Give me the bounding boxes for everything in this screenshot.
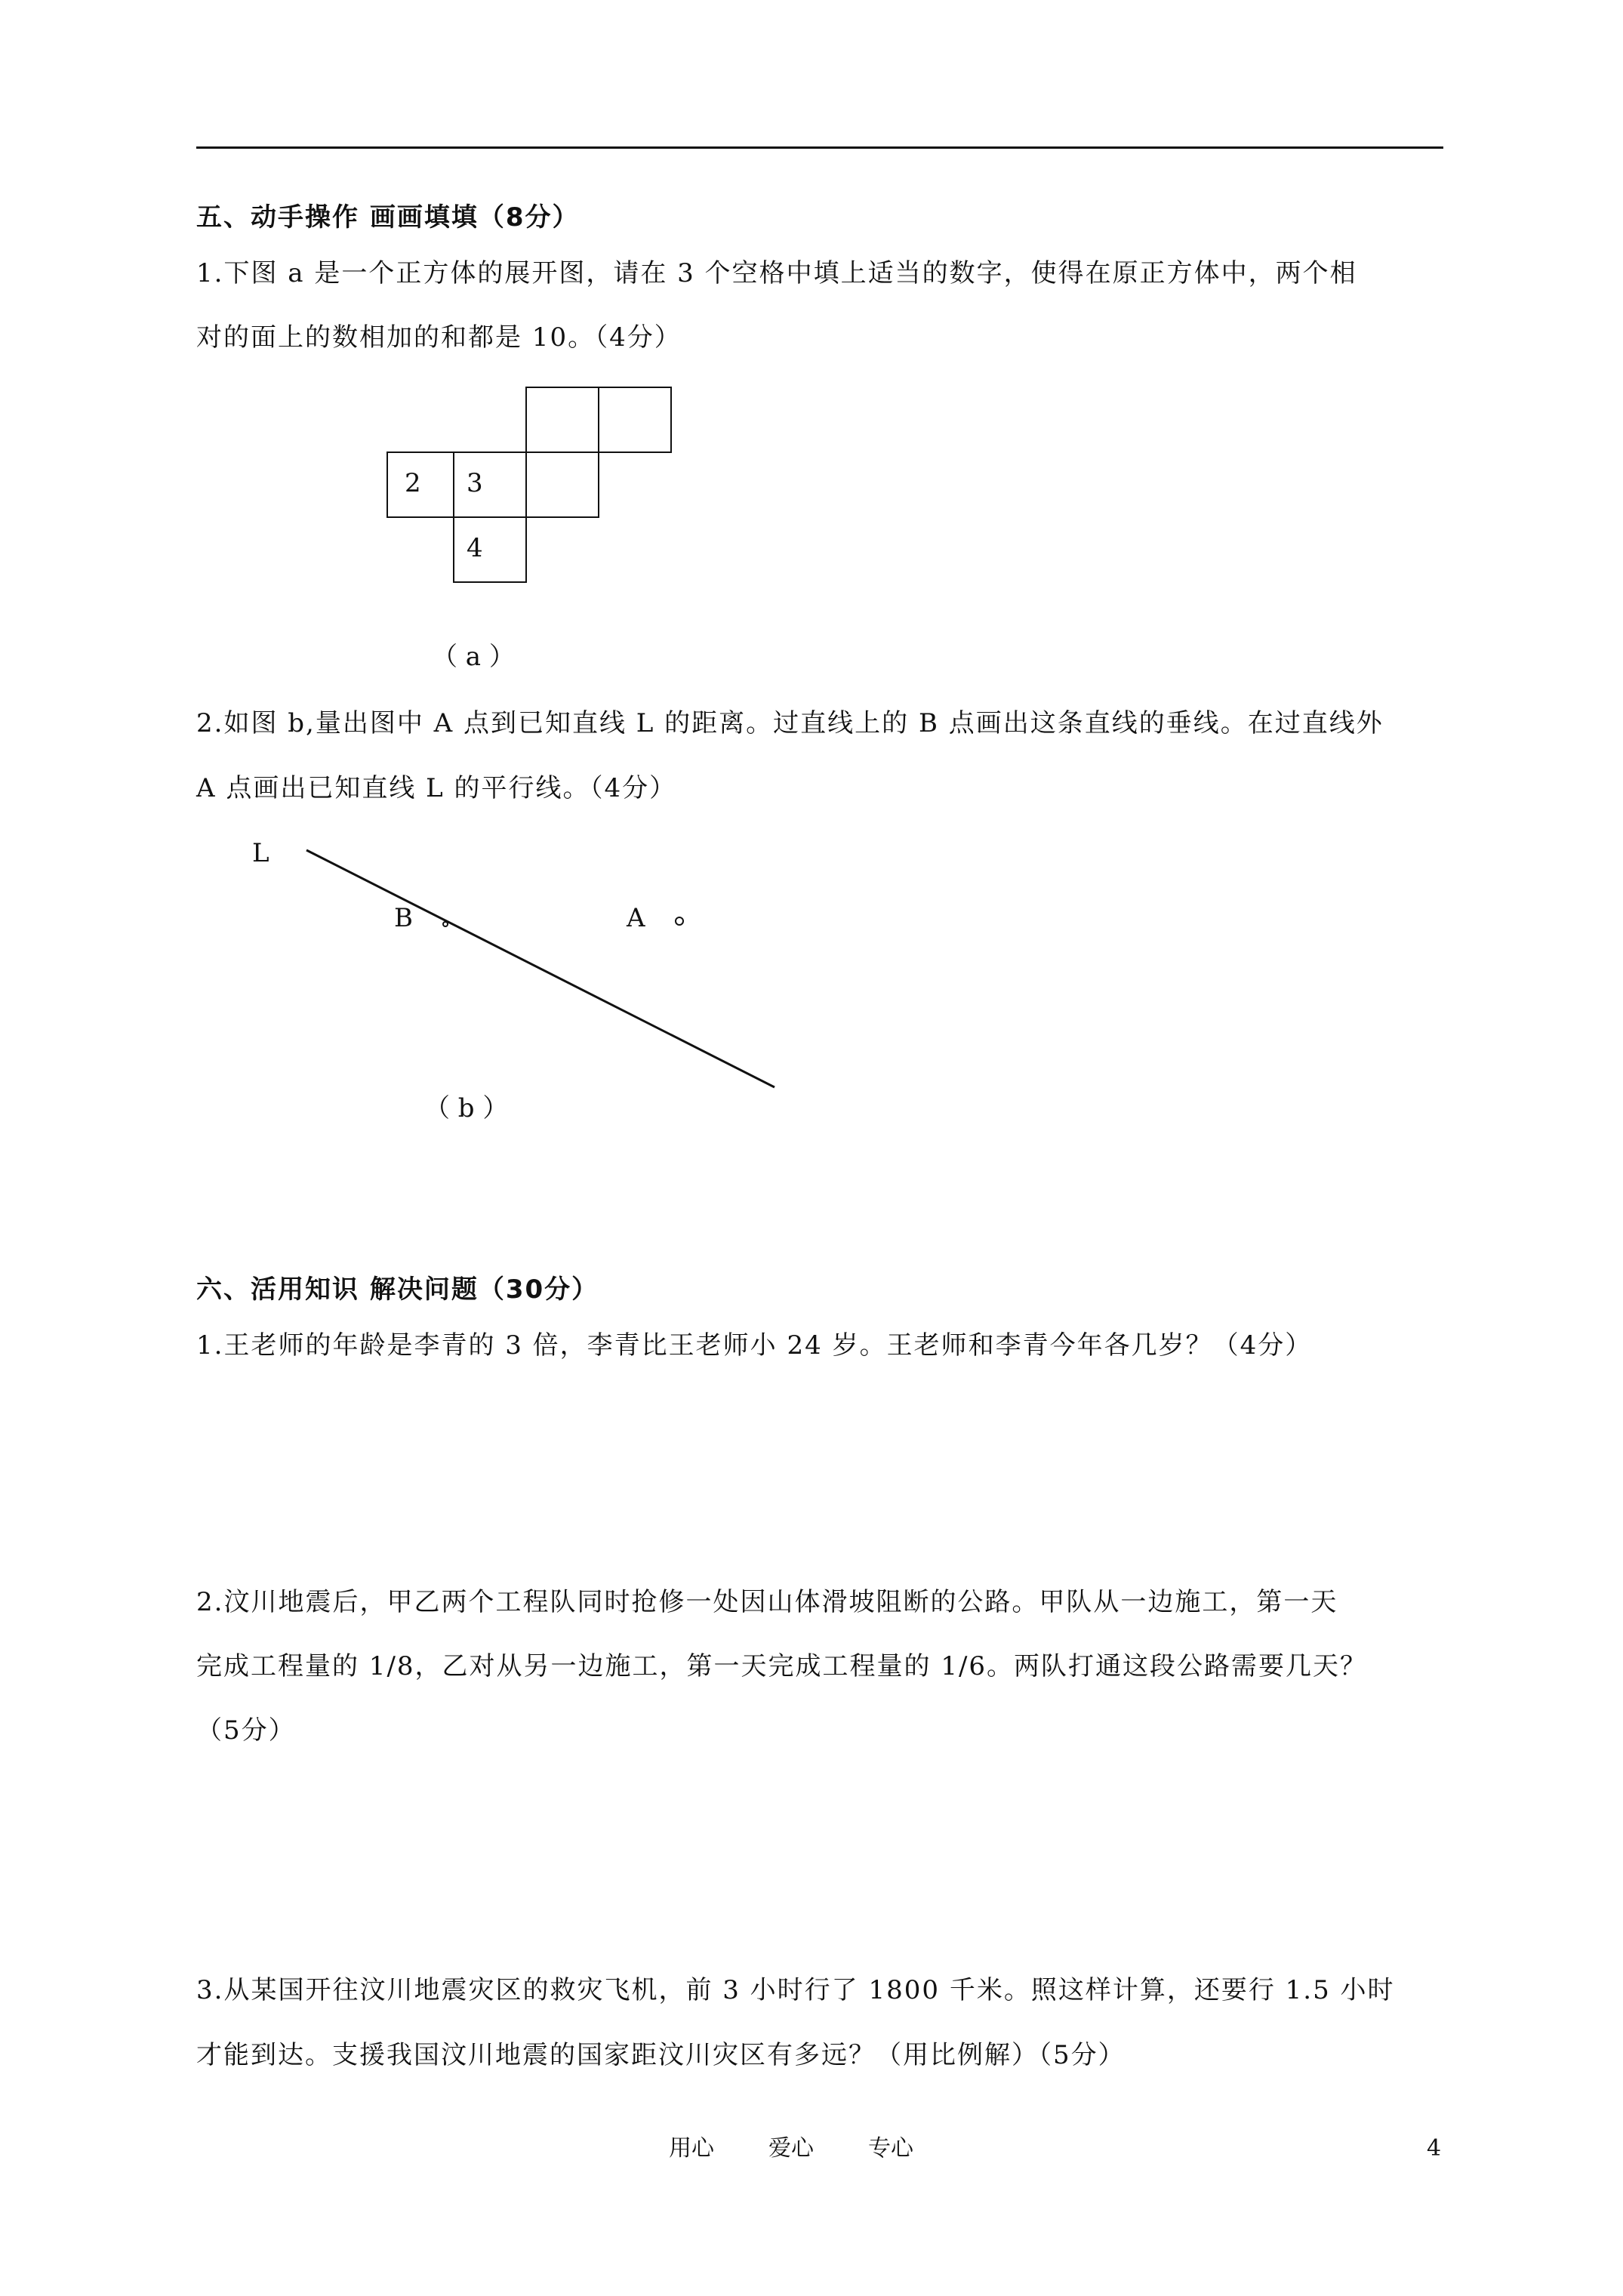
q6-3-line1: 3.从某国开往汶川地震灾区的救灾飞机，前 3 小时行了 1800 千米。照这样计算，还要行 1.5 小时 [196, 1975, 1395, 2005]
q5-2-line1: 2.如图 b,量出图中 A 点到已知直线 L 的距离。过直线上的 B 点画出这条直线的垂线。在过直线外 [196, 708, 1384, 738]
line-l-svg [0, 0, 1623, 1133]
q6-1: 1.王老师的年龄是李青的 3 倍，李青比王老师小 24 岁。王老师和李青今年各几岁？（4分） [196, 1330, 1313, 1361]
q5-1-line2: 对的面上的数相加的和都是 10。（4分） [196, 322, 682, 353]
line-l-label: L [252, 838, 269, 868]
figure-a-caption: （ a ） [432, 642, 515, 672]
footer-word-3: 专心 [868, 2135, 913, 2162]
section5-heading: 五、动手操作 画画填填（8分） [196, 202, 580, 233]
net-cell-text: 3 [467, 468, 483, 498]
point-a-label: A [627, 903, 645, 933]
q5-1-line1: 1.下图 a 是一个正方体的展开图，请在 3 个空格中填上适当的数字，使得在原正方体中，两个相 [196, 258, 1357, 288]
q6-3-line2: 才能到达。支援我国汶川地震的国家距汶川灾区有多远？（用比例解）（5分） [196, 2040, 1126, 2070]
point-b-label: B [394, 903, 413, 933]
q5-2-line2: A 点画出已知直线 L 的平行线。（4分） [196, 773, 677, 803]
q6-2-line3: （5分） [196, 1715, 296, 1746]
net-cell-text: 2 [405, 468, 421, 498]
q6-2-line1: 2.汶川地震后，甲乙两个工程队同时抢修一处因山体滑坡阻断的公路。甲队从一边施工，第一天 [196, 1587, 1338, 1617]
line-l[interactable] [306, 850, 775, 1087]
footer-word-1: 用心 [669, 2135, 714, 2162]
footer-word-2: 爱心 [768, 2135, 814, 2162]
point-b-mark [443, 922, 448, 926]
point-a-mark [676, 917, 683, 925]
net-cell-text: 4 [467, 533, 483, 563]
q6-2-line2: 完成工程量的 1/8，乙对从另一边施工，第一天完成工程量的 1/6。两队打通这段公路需要几天？ [196, 1651, 1368, 1681]
section6-heading: 六、活用知识 解决问题（30分） [196, 1274, 599, 1305]
figure-b-caption: （ b ） [424, 1093, 509, 1123]
page-number: 4 [1427, 2135, 1442, 2162]
